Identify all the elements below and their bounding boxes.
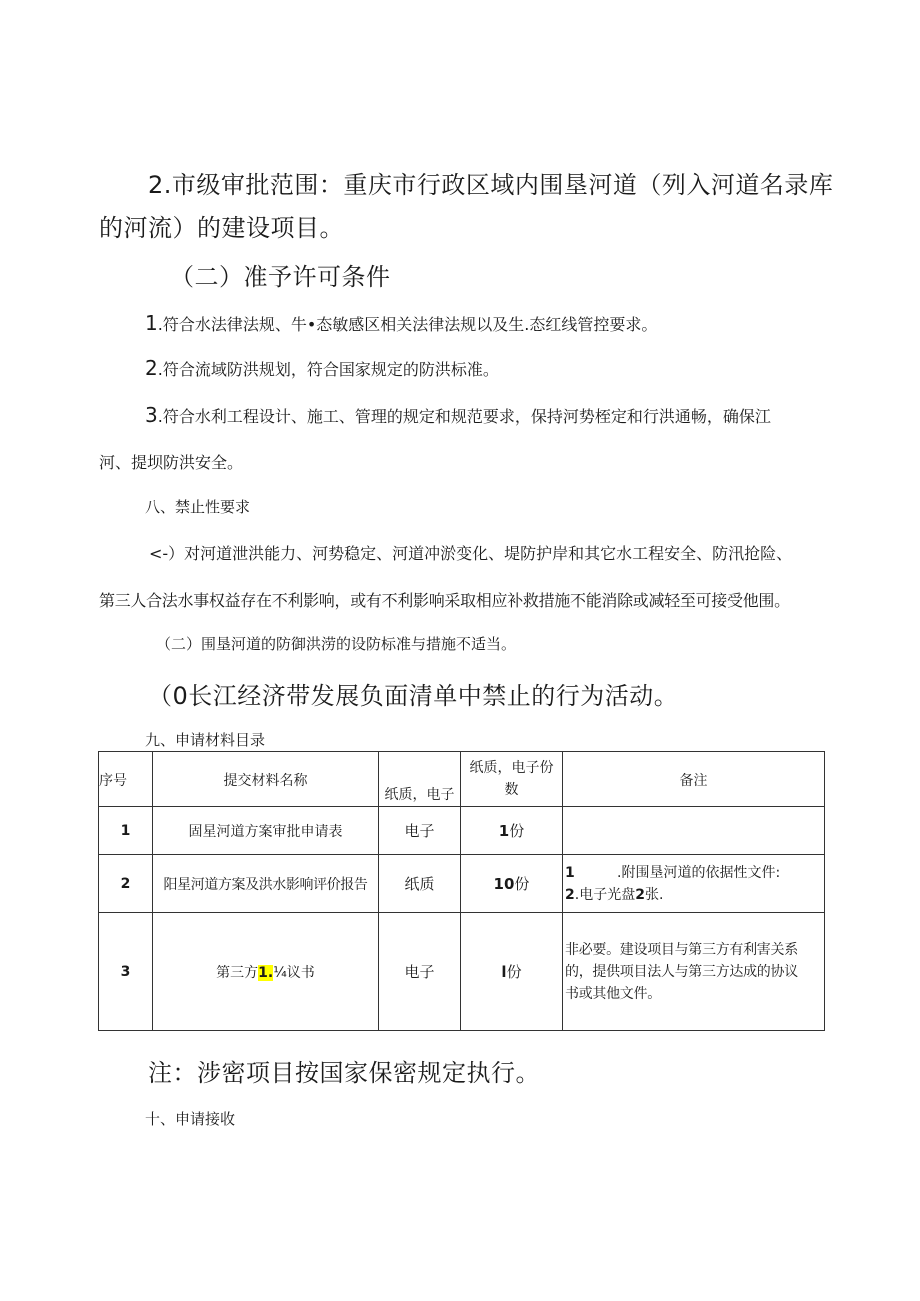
row-3-note bbox=[563, 913, 825, 1031]
row-2-note-line-1 bbox=[565, 862, 824, 884]
materials-table bbox=[98, 751, 825, 1031]
row-1-count-unit: 份 bbox=[509, 822, 525, 840]
prohibition-3: （0长江经济带发展负面清单中禁止的行为活动。 bbox=[148, 682, 679, 710]
condition-1-text: .符合水法律法规、牛•态敏感区相关法律法规以及生.态红线管控要求。 bbox=[157, 315, 658, 334]
prohibition-heading: 八、禁止性要求 bbox=[145, 498, 251, 516]
row-1-seq: 1 bbox=[99, 807, 153, 855]
row-1-note bbox=[563, 807, 825, 855]
prohibition-1-line-2: 第三人合法水事权益存在不利影响，或有不利影响采取相应补救措施不能消除或减轻至可接受他围。 bbox=[99, 591, 790, 610]
condition-3-number: 3 bbox=[145, 403, 158, 427]
scope-number: 2 bbox=[148, 171, 164, 199]
header-type: 纸质，电子 bbox=[379, 752, 461, 807]
row-1-type: 电子 bbox=[379, 807, 461, 855]
row-3-name-post: ¼议书 bbox=[273, 964, 315, 981]
condition-3 bbox=[145, 403, 771, 427]
prohibition-1-line-1: <-）对河道泄洪能力、河势稳定、河道冲淤变化、堤防护岸和其它水工程安全、防汛抢险、 bbox=[149, 544, 793, 563]
row-3-count-unit: 份 bbox=[506, 963, 522, 981]
row-2-note bbox=[563, 855, 825, 913]
materials-heading: 九、申请材料目录 bbox=[145, 731, 266, 749]
row-3-seq: 3 bbox=[99, 913, 153, 1031]
header-name: 提交材料名称 bbox=[153, 752, 379, 807]
condition-2-number: 2 bbox=[145, 356, 158, 380]
prohibition-2: （二）围垦河道的防御洪涝的设防标准与措施不适当。 bbox=[156, 635, 517, 653]
row-1-count-number: 1 bbox=[498, 822, 510, 840]
condition-1 bbox=[145, 311, 657, 335]
row-3-name-highlight: 1. bbox=[258, 964, 274, 981]
row-2-count-number: 10 bbox=[493, 875, 515, 893]
table-row bbox=[99, 913, 825, 1031]
row-3-note-line-3: 书或其他文件。 bbox=[565, 985, 661, 1002]
row-2-note-2-count: 2 bbox=[635, 886, 645, 903]
header-note: 备注 bbox=[563, 752, 825, 807]
table-header-row bbox=[99, 752, 825, 807]
row-2-note-2-number: 2 bbox=[565, 886, 575, 903]
row-2-count-unit: 份 bbox=[514, 875, 530, 893]
secret-note: 注：涉密项目按国家保密规定执行。 bbox=[148, 1059, 540, 1087]
row-2-seq: 2 bbox=[99, 855, 153, 913]
condition-3-continued: 河、提坝防洪安全。 bbox=[99, 453, 244, 472]
scope-line-1 bbox=[148, 165, 833, 200]
row-2-note-2-unit: 张. bbox=[644, 886, 664, 903]
row-2-name: 阳星河道方案及洪水影响评价报告 bbox=[153, 855, 379, 913]
condition-2-text: .符合流域防洪规划，符合国家规定的防洪标准。 bbox=[157, 360, 499, 379]
conditions-heading: （二）准予许可条件 bbox=[170, 263, 391, 291]
row-2-note-2-text: .电子光盘 bbox=[574, 886, 636, 903]
scope-line-2: 的河流）的建设项目。 bbox=[99, 214, 344, 242]
row-3-type: 电子 bbox=[379, 913, 461, 1031]
table-row bbox=[99, 807, 825, 855]
condition-2 bbox=[145, 356, 499, 380]
condition-3-text: .符合水利工程设计、施工、管理的规定和规范要求，保持河势桎定和行洪通畅，确保江 bbox=[157, 407, 771, 426]
header-seq: 序号 bbox=[99, 752, 153, 807]
row-3-note-line-1: 非必要。建设项目与第三方有利害关系 bbox=[565, 941, 798, 958]
row-2-count bbox=[461, 855, 563, 913]
receive-heading: 十、申请接收 bbox=[145, 1110, 236, 1128]
row-3-count bbox=[461, 913, 563, 1031]
row-3-count-number: l bbox=[501, 963, 507, 981]
row-2-note-1-text: .附围垦河道的依据性文件: bbox=[617, 864, 781, 881]
row-1-name: 固星河道方案审批申请表 bbox=[153, 807, 379, 855]
header-count-line-1: 纸质，电子份 bbox=[469, 760, 554, 776]
header-count bbox=[461, 752, 563, 807]
row-1-count bbox=[461, 807, 563, 855]
header-count-line-2: 数 bbox=[504, 782, 519, 798]
row-2-note-line-2 bbox=[565, 884, 824, 906]
row-3-name-pre: 第三方 bbox=[216, 964, 259, 981]
row-2-note-1-number: 1 bbox=[565, 864, 575, 881]
condition-1-number: 1 bbox=[145, 311, 158, 335]
row-2-type: 纸质 bbox=[379, 855, 461, 913]
table-row bbox=[99, 855, 825, 913]
scope-text-1: .市级审批范围：重庆市行政区域内围垦河道（列入河道名录库 bbox=[163, 171, 834, 199]
row-3-name bbox=[153, 913, 379, 1031]
row-3-note-line-2: 的，提供项目法人与第三方达成的协议 bbox=[565, 963, 798, 980]
